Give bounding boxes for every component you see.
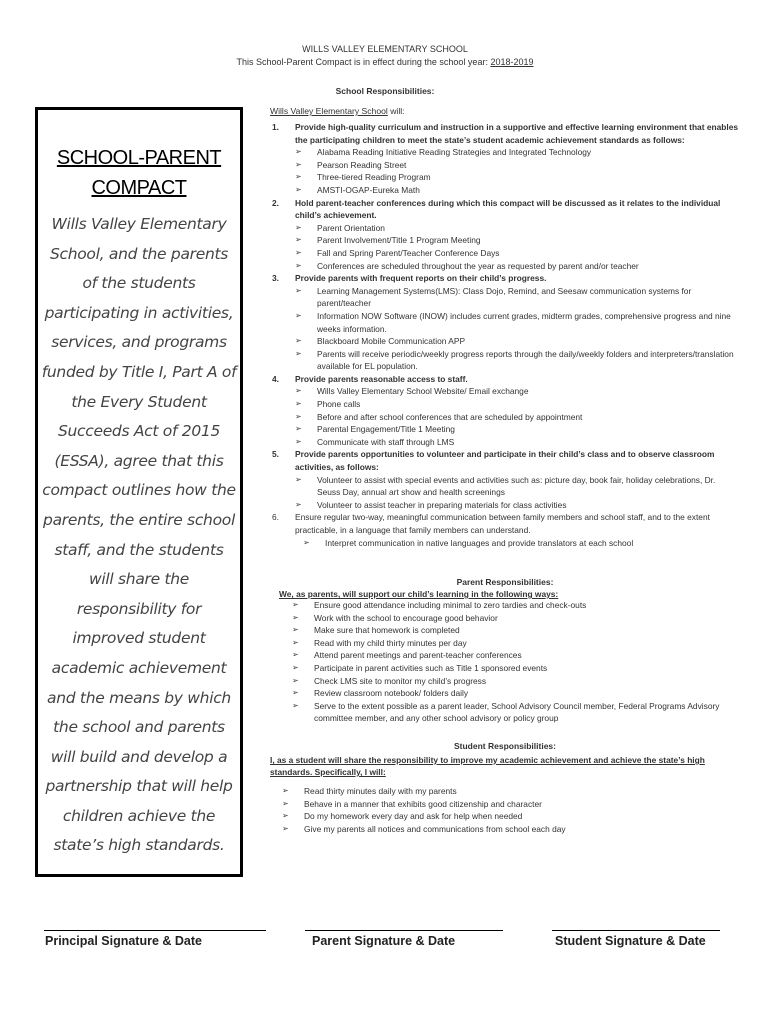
- parent-item: [292, 624, 740, 637]
- sub-item: [295, 234, 740, 247]
- arrowhead-bullet-icon: ➢: [295, 499, 302, 509]
- sub-item-list: [295, 385, 740, 448]
- school-responsibility-text: Provide high-quality curriculum and instruction in a supportive and effective learning environment that enables the participating children to meet the state’s student academic achievement standards as follows:: [295, 122, 739, 145]
- sub-item: [295, 159, 740, 172]
- sub-item-text: Three-tiered Reading Program: [317, 172, 431, 183]
- arrowhead-bullet-icon: ➢: [282, 786, 289, 795]
- sub-item: [295, 260, 740, 273]
- sub-item: [295, 423, 740, 436]
- student-item: [282, 798, 740, 811]
- sub-item: [295, 335, 740, 348]
- school-responsibility-item: [270, 197, 740, 273]
- school-responsibility-item: [270, 373, 740, 449]
- student-signature-line[interactable]: [552, 930, 720, 931]
- parent-item-text: Check LMS site to monitor my child’s progress: [314, 675, 487, 686]
- arrowhead-bullet-icon: ➢: [295, 260, 302, 270]
- school-responsibilities-heading: School Responsibilities:: [335, 86, 435, 96]
- sub-item-list: [295, 222, 740, 272]
- school-responsibility-text: Provide parents with frequent reports on their child’s progress.: [295, 273, 547, 284]
- school-responsibility-item: [270, 121, 740, 197]
- arrowhead-bullet-icon: ➢: [295, 474, 302, 484]
- sub-item-text: Information NOW Software (INOW) includes current grades, midterm grades, comprehensive progress and nine weeks information.: [317, 310, 731, 334]
- student-intro: I, as a student will share the responsibility to improve my academic achievement and achieve the state’s high standards. Specifically, I will:: [270, 755, 705, 777]
- arrowhead-bullet-icon: ➢: [292, 688, 299, 698]
- sub-item: [303, 537, 740, 550]
- parent-item: [292, 700, 740, 725]
- student-item-text: Do my homework every day and ask for help when needed: [304, 811, 523, 822]
- arrowhead-bullet-icon: ➢: [295, 184, 302, 194]
- parent-intro: We, as parents, will support our child’s learning in the following ways:: [279, 589, 559, 599]
- arrowhead-bullet-icon: ➢: [295, 222, 302, 232]
- arrowhead-bullet-icon: ➢: [295, 310, 302, 320]
- parent-item-text: Work with the school to encourage good behavior: [314, 612, 498, 623]
- sub-item-text: Parents will receive periodic/weekly progress reports through the daily/weekly folders and interpreters/translation available for EL population.: [317, 348, 734, 372]
- parent-item: [292, 612, 740, 625]
- sub-item-text: Phone calls: [317, 399, 361, 410]
- sub-item-text: AMSTI-OGAP-Eureka Math: [317, 184, 420, 195]
- arrowhead-bullet-icon: ➢: [295, 348, 302, 358]
- sub-item-text: Learning Management Systems(LMS): Class Dojo, Remind, and Seesaw communication systems for parent/teacher: [317, 285, 692, 309]
- sub-item: [295, 184, 740, 197]
- arrowhead-bullet-icon: ➢: [295, 235, 302, 245]
- sub-item-text: Wills Valley Elementary School Website/ Email exchange: [317, 386, 529, 397]
- sub-item-text: Alabama Reading Initiative Reading Strategies and Integrated Technology: [317, 147, 592, 158]
- arrowhead-bullet-icon: ➢: [292, 625, 299, 635]
- school-responsibility-text: Provide parents opportunities to volunteer and participate in their child’s class and to observe classroom activities, as follows:: [295, 449, 715, 473]
- sub-item: [295, 146, 740, 159]
- parent-item-text: Serve to the extent possible as a parent leader, School Advisory Council member, Federal Programs Advisory committee member, and any other school advisory or policy group: [314, 700, 720, 724]
- arrowhead-bullet-icon: ➢: [295, 386, 302, 396]
- arrowhead-bullet-icon: ➢: [292, 612, 299, 622]
- sub-item: [295, 171, 740, 184]
- sub-item: [295, 411, 740, 424]
- arrowhead-bullet-icon: ➢: [295, 159, 302, 169]
- parent-item-text: Ensure good attendance including minimal to zero tardies and check-outs: [314, 600, 587, 610]
- school-responsibility-item: [270, 511, 740, 549]
- school-responsibility-text: Hold parent-teacher conferences during which this compact will be discussed as it relates to the individual child’s achievement.: [295, 197, 721, 221]
- sub-item: [295, 499, 740, 512]
- parent-item: [292, 662, 740, 675]
- sub-item-list: [295, 474, 740, 512]
- sub-item-text: Parent Involvement/Title 1 Program Meeting: [317, 235, 481, 246]
- parent-item: [292, 675, 740, 688]
- principal-signature-label: Principal Signature & Date: [45, 934, 202, 948]
- item-number: 1.: [272, 122, 279, 132]
- student-item: [282, 785, 740, 798]
- sub-item: [295, 222, 740, 235]
- school-responsibility-list: [270, 121, 740, 549]
- parent-item-text: Participate in parent activities such as Title 1 sponsored events: [314, 662, 548, 673]
- sub-item-list: [295, 537, 740, 550]
- parent-signature-line[interactable]: [305, 930, 503, 931]
- sub-item-text: Fall and Spring Parent/Teacher Conference Days: [317, 247, 500, 258]
- parent-item-text: Read with my child thirty minutes per day: [314, 637, 467, 648]
- effect-line-text: This School-Parent Compact is in effect during the school year:: [236, 57, 491, 67]
- arrowhead-bullet-icon: ➢: [295, 411, 302, 421]
- sub-item: [295, 310, 740, 335]
- arrowhead-bullet-icon: ➢: [292, 600, 299, 609]
- compact-title-line1: SCHOOL-PARENT: [56, 147, 222, 169]
- compact-title: [38, 143, 240, 203]
- student-responsibilities: [270, 741, 740, 835]
- sub-item-list: [295, 146, 740, 196]
- arrowhead-bullet-icon: ➢: [292, 662, 299, 672]
- sub-item-list: [295, 285, 740, 373]
- sub-item-text: Parental Engagement/Title 1 Meeting: [317, 424, 455, 435]
- school-will-line: [270, 106, 740, 116]
- arrowhead-bullet-icon: ➢: [282, 798, 289, 808]
- school-responsibility-item: [270, 448, 740, 511]
- school-name-header: WILLS VALLEY ELEMENTARY SCHOOL: [302, 44, 468, 54]
- arrowhead-bullet-icon: ➢: [295, 424, 302, 434]
- item-number: 2.: [272, 197, 279, 208]
- parent-item-text: Review classroom notebook/ folders daily: [314, 688, 469, 699]
- item-number: 6.: [272, 512, 279, 523]
- arrowhead-bullet-icon: ➢: [295, 436, 302, 446]
- sub-item-text: Parent Orientation: [317, 222, 385, 233]
- student-responsibility-list: [270, 785, 740, 835]
- parent-responsibility-list: [270, 599, 740, 725]
- item-number: 5.: [272, 449, 279, 460]
- item-number: 4.: [272, 373, 279, 384]
- compact-title-line2: COMPACT: [91, 177, 187, 199]
- sub-item: [295, 348, 740, 373]
- arrowhead-bullet-icon: ➢: [292, 700, 299, 710]
- student-item-text: Read thirty minutes daily with my parents: [304, 786, 457, 796]
- sub-item-text: Interpret communication in native languages and provide translators at each school: [325, 537, 634, 548]
- student-item: [282, 823, 740, 836]
- sub-item-text: Communicate with staff through LMS: [317, 436, 455, 447]
- sub-item-text: Blackboard Mobile Communication APP: [317, 336, 466, 347]
- parent-responsibilities-heading: Parent Responsibilities:: [456, 577, 554, 587]
- school-responsibility-item: [270, 272, 740, 373]
- parent-responsibilities: [270, 577, 740, 725]
- school-year: 2018-2019: [490, 57, 534, 67]
- student-item: [282, 810, 740, 823]
- compact-description: Wills Valley Elementary School, and the parents of the students participating in activities, services, and programs funded by Title I, Part A of the Every Student Succeeds Act of 2015 (ESSA), agree that this compact outlines how the parents, the entire school staff, and the students will share the responsibility for improved student academic achievement and the means by which the school and parents will build and develop a partnership that will help children achieve the state’s high standards.: [41, 215, 237, 855]
- student-item-text: Behave in a manner that exhibits good citizenship and character: [304, 798, 542, 809]
- parent-item: [292, 599, 740, 612]
- arrowhead-bullet-icon: ➢: [295, 247, 302, 257]
- arrowhead-bullet-icon: ➢: [295, 285, 302, 295]
- school-name-link: Wills Valley Elementary School: [270, 106, 388, 116]
- sub-item-text: Volunteer to assist teacher in preparing materials for class activities: [317, 499, 567, 510]
- effect-line: [0, 57, 770, 67]
- sub-item-text: Conferences are scheduled throughout the year as requested by parent and/or teacher: [317, 260, 639, 271]
- parent-item-text: Make sure that homework is completed: [314, 625, 460, 636]
- principal-signature-line[interactable]: [44, 930, 266, 931]
- sub-item: [295, 247, 740, 260]
- arrowhead-bullet-icon: ➢: [295, 336, 302, 346]
- parent-item: [292, 649, 740, 662]
- sub-item: [295, 436, 740, 449]
- arrowhead-bullet-icon: ➢: [292, 637, 299, 647]
- sub-item: [295, 285, 740, 310]
- parent-item: [292, 637, 740, 650]
- sub-item: [295, 398, 740, 411]
- school-responsibility-text: Ensure regular two-way, meaningful communication between family members and school staff, and to the extent practicable, in a language that family members can understand.: [295, 512, 710, 535]
- arrowhead-bullet-icon: ➢: [295, 399, 302, 409]
- student-signature-label: Student Signature & Date: [555, 934, 706, 948]
- school-responsibilities: [270, 106, 740, 549]
- parent-item: [292, 687, 740, 700]
- sub-item-text: Volunteer to assist with special events and activities such as: picture day, book fair, holiday celebrations, Dr. Seuss Day, annual art show and health screenings: [317, 474, 716, 498]
- sub-item-text: Pearson Reading Street: [317, 159, 407, 170]
- arrowhead-bullet-icon: ➢: [295, 147, 302, 157]
- parent-item-text: Attend parent meetings and parent-teacher conferences: [314, 650, 522, 661]
- will-text: will:: [387, 106, 405, 116]
- arrowhead-bullet-icon: ➢: [282, 823, 289, 833]
- arrowhead-bullet-icon: ➢: [303, 537, 310, 547]
- compact-box: [35, 107, 243, 877]
- arrowhead-bullet-icon: ➢: [295, 172, 302, 182]
- arrowhead-bullet-icon: ➢: [292, 650, 299, 660]
- sub-item: [295, 385, 740, 398]
- student-responsibilities-heading: Student Responsibilities:: [453, 741, 556, 751]
- student-item-text: Give my parents all notices and communications from school each day: [304, 823, 566, 834]
- school-responsibility-text: Provide parents reasonable access to staff.: [295, 373, 468, 384]
- arrowhead-bullet-icon: ➢: [292, 675, 299, 685]
- parent-signature-label: Parent Signature & Date: [312, 934, 456, 948]
- sub-item-text: Before and after school conferences that are scheduled by appointment: [317, 411, 583, 422]
- sub-item: [295, 474, 740, 499]
- item-number: 3.: [272, 273, 279, 284]
- arrowhead-bullet-icon: ➢: [282, 811, 289, 821]
